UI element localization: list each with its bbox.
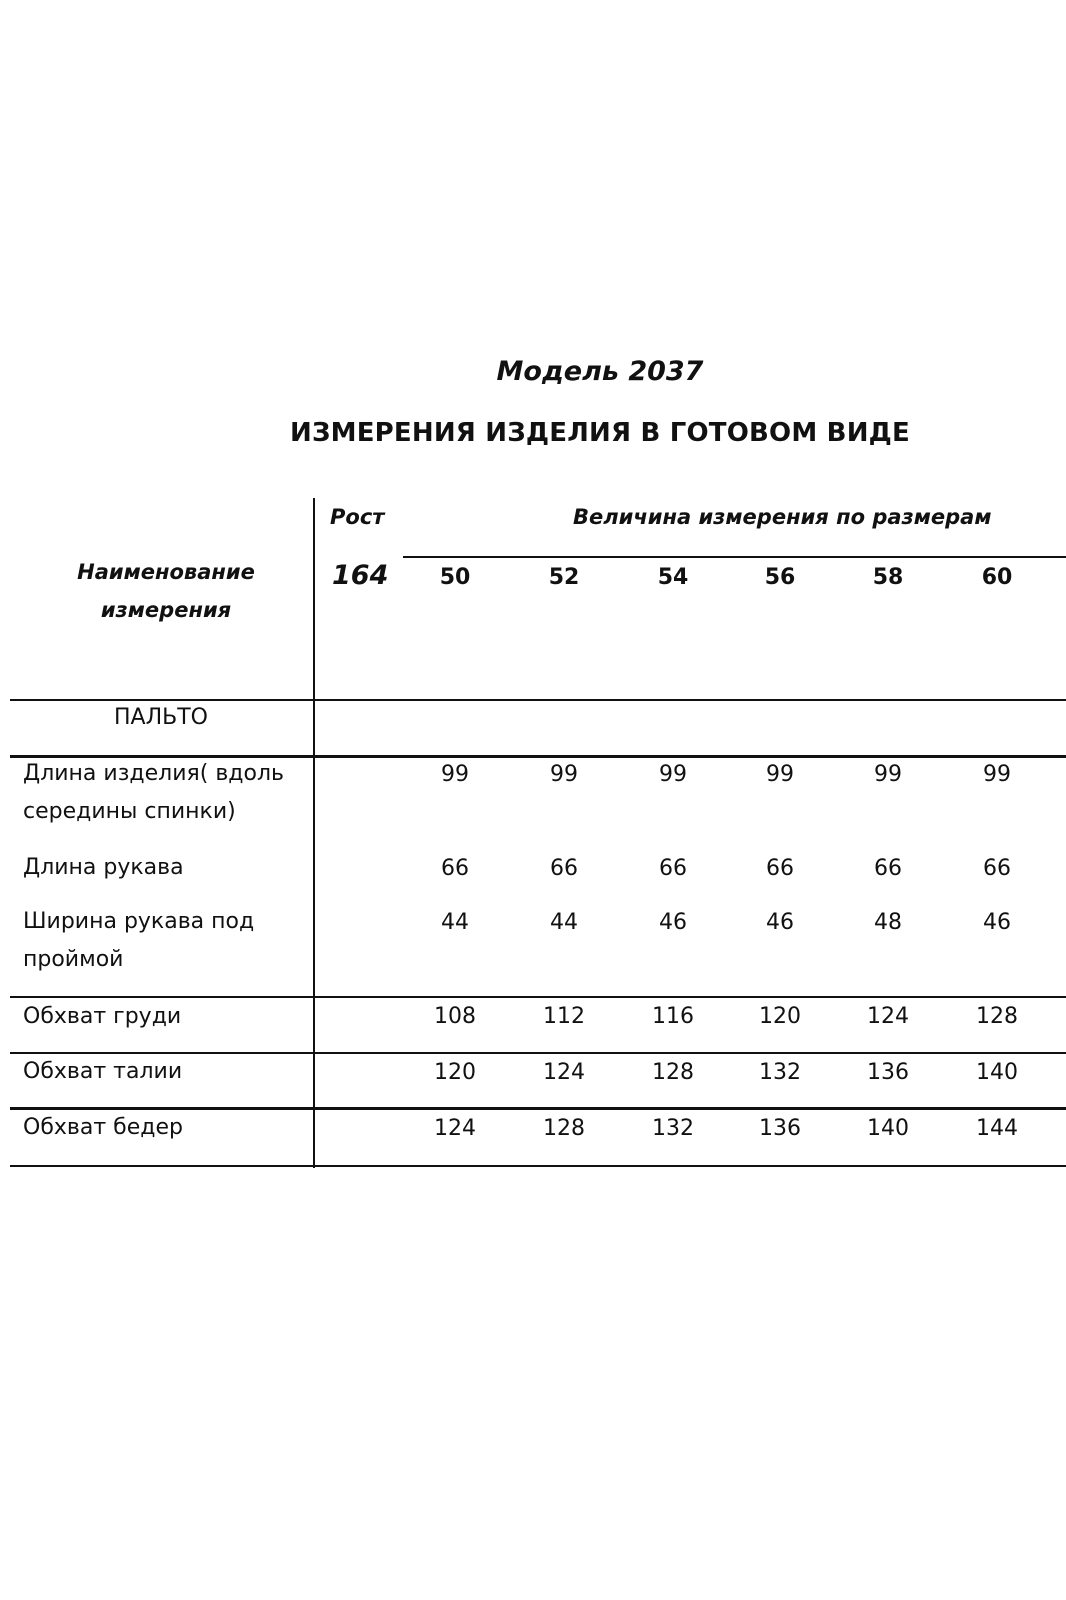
row-label: Ширина рукава под проймой — [23, 909, 255, 972]
row-value: 128 — [976, 1004, 1018, 1029]
row-value: 108 — [434, 1004, 476, 1029]
row-value: 99 — [550, 762, 578, 787]
row-value: 112 — [543, 1004, 585, 1029]
row-value: 140 — [867, 1116, 909, 1141]
size-header: 50 — [439, 565, 471, 590]
row-value: 44 — [550, 910, 578, 935]
row-rule — [10, 699, 1066, 701]
row-value: 66 — [766, 856, 794, 881]
row-value: 46 — [766, 910, 794, 935]
height-label: Рост — [330, 505, 385, 529]
row-value: 99 — [766, 762, 794, 787]
row-value: 48 — [874, 910, 902, 935]
row-label: Обхват талии — [23, 1059, 183, 1084]
row-value: 99 — [983, 762, 1011, 787]
row-value: 124 — [543, 1060, 585, 1085]
row-rule — [10, 1107, 1066, 1110]
row-value: 44 — [441, 910, 469, 935]
row-value: 46 — [659, 910, 687, 935]
row-rule — [10, 996, 1066, 998]
size-header: 54 — [657, 565, 689, 590]
row-value: 140 — [976, 1060, 1018, 1085]
row-value: 128 — [652, 1060, 694, 1085]
column-divider — [313, 498, 315, 1168]
row-value: 136 — [759, 1116, 801, 1141]
row-value: 99 — [659, 762, 687, 787]
row-value: 116 — [652, 1004, 694, 1029]
model-title: Модель 2037 — [496, 356, 704, 387]
row-rule — [10, 1165, 1066, 1167]
section-label: ПАЛЬТО — [114, 705, 208, 730]
row-label: Обхват бедер — [23, 1115, 183, 1140]
row-value: 66 — [441, 856, 469, 881]
row-value: 120 — [759, 1004, 801, 1029]
row-value: 66 — [550, 856, 578, 881]
sizes-header: Величина измерения по размерам — [573, 505, 992, 529]
row-rule — [10, 1052, 1066, 1054]
document-title: ИЗМЕРЕНИЯ ИЗДЕЛИЯ В ГОТОВОМ ВИДЕ — [290, 418, 910, 448]
row-value: 124 — [867, 1004, 909, 1029]
height-value: 164 — [332, 560, 389, 591]
row-value: 66 — [874, 856, 902, 881]
row-value: 144 — [976, 1116, 1018, 1141]
row-label: Длина изделия( вдоль середины спинки) — [23, 761, 284, 824]
row-value: 124 — [434, 1116, 476, 1141]
row-value: 66 — [983, 856, 1011, 881]
row-value: 132 — [652, 1116, 694, 1141]
size-header: 52 — [548, 565, 580, 590]
row-value: 66 — [659, 856, 687, 881]
size-header: 58 — [872, 565, 904, 590]
row-value: 132 — [759, 1060, 801, 1085]
row-value: 99 — [441, 762, 469, 787]
row-value: 46 — [983, 910, 1011, 935]
row-rule — [10, 755, 1066, 758]
row-value: 136 — [867, 1060, 909, 1085]
row-label: Обхват груди — [23, 1004, 182, 1029]
size-header: 60 — [981, 565, 1013, 590]
row-label: Длина рукава — [23, 855, 184, 880]
row-value: 120 — [434, 1060, 476, 1085]
header-rule — [403, 556, 1066, 558]
row-value: 128 — [543, 1116, 585, 1141]
size-header: 56 — [764, 565, 796, 590]
measurement-name-header: Наименование измерения — [77, 560, 255, 622]
row-value: 99 — [874, 762, 902, 787]
